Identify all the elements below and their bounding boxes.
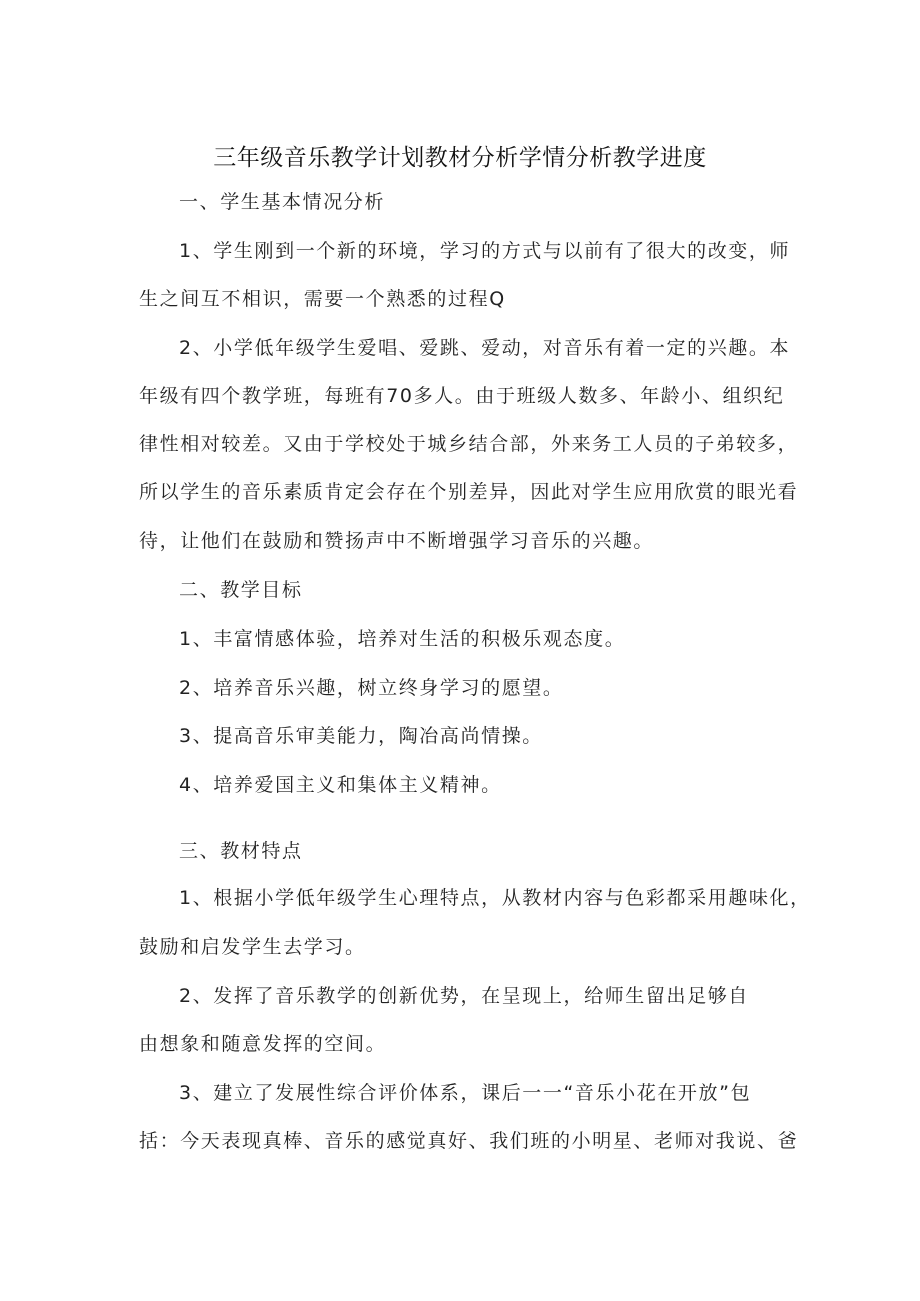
paragraph-line: 1、学生刚到一个新的环境，学习的方式与以前有了很大的改变，师 xyxy=(179,240,791,262)
paragraph-line: 2、发挥了音乐教学的创新优势，在呈现上，给师生留出足够自 xyxy=(179,985,749,1007)
goal-item: 2、培养音乐兴趣，树立终身学习的愿望。 xyxy=(179,677,564,699)
section-heading-teaching-goals: 二、教学目标 xyxy=(179,579,303,601)
paragraph-line: 鼓励和启发学生去学习。 xyxy=(139,936,366,958)
paragraph-line: 待，让他们在鼓励和赞扬声中不断增强学习音乐的兴趣。 xyxy=(139,530,655,552)
section-heading-student-analysis: 一、学生基本情况分析 xyxy=(179,191,386,213)
paragraph-line: 括：今天表现真棒、音乐的感觉真好、我们班的小明星、老师对我说、爸 xyxy=(139,1130,799,1152)
goal-item: 3、提高音乐审美能力，陶冶高尚情操。 xyxy=(179,725,543,747)
section-heading-textbook-features: 三、教材特点 xyxy=(179,840,303,862)
goal-item: 1、丰富情感体验，培养对生活的积极乐观态度。 xyxy=(179,628,626,650)
paragraph-line: 由想象和随意发挥的空间。 xyxy=(139,1033,387,1055)
paragraph-line: 2、小学低年级学生爱唱、爱跳、爱动，对音乐有着一定的兴趣。本 xyxy=(179,337,791,359)
goal-item: 4、培养爱国主义和集体主义精神。 xyxy=(179,774,502,796)
paragraph-line: 3、建立了发展性综合评价体系，课后一一“音乐小花在开放”包 xyxy=(179,1082,752,1104)
paragraph-line: 生之间互不相识，需要一个熟悉的过程Q xyxy=(139,288,506,310)
paragraph-line: 律性相对较差。又由于学校处于城乡结合部，外来务工人员的子弟较多， xyxy=(139,433,799,455)
paragraph-line: 1、根据小学低年级学生心理特点，从教材内容与色彩都采用趣味化， xyxy=(179,887,811,909)
paragraph-line: 年级有四个教学班，每班有70多人。由于班级人数多、年龄小、组织纪 xyxy=(139,385,785,407)
document-title: 三年级音乐教学计划教材分析学情分析教学进度 xyxy=(213,145,707,171)
paragraph-line: 所以学生的音乐素质肯定会存在个别差异，因此对学生应用欣赏的眼光看 xyxy=(139,481,799,503)
